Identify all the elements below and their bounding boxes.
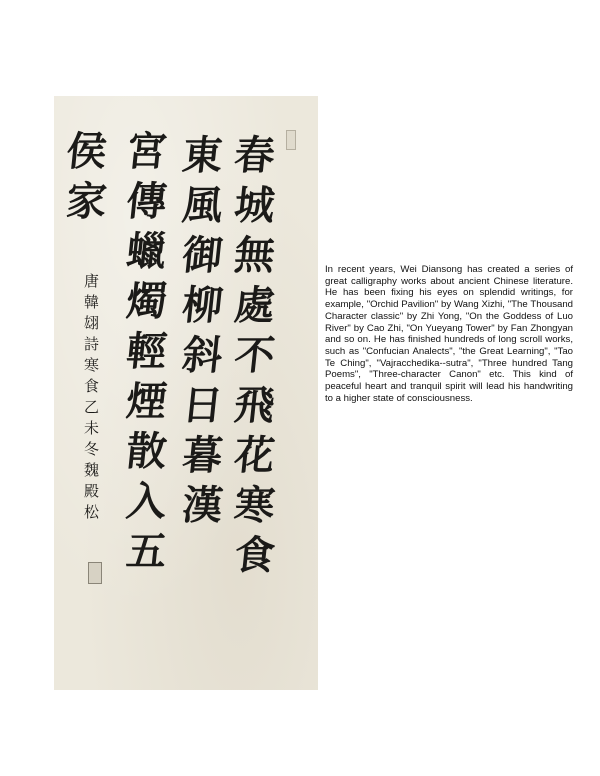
inscription-character: 食 — [84, 377, 100, 395]
calligraphy-character: 侯 — [64, 128, 110, 175]
inscription-character: 寒 — [84, 356, 100, 374]
calligraphy-character: 斜 — [180, 332, 226, 379]
calligraphy-character: 飛 — [232, 382, 278, 429]
calligraphy-character: 傳 — [124, 178, 170, 225]
calligraphy-character: 御 — [180, 232, 226, 279]
inscription-character: 冬 — [84, 440, 100, 458]
description-paragraph: In recent years, Wei Diansong has created a series of great calligraphy works about ancient Chinese literature. He has been fixing his eyes on splendid writings, for example, "Orchid Pavilion" by Wang Xizhi, "The Thousand Character classic" by Zhi Yong, "On the Goddess of Luo River" by Cao Zhi, "On Yueyang Tower" by Fan Zhongyan and so on. He has finished hundreds of long scroll works, such as "Confucian Analects", "the Great Learning", "Tao Te Ching", "Vajracchedika--sutra", "Three hundred Tang Poems", "Three-character Canon" etc. This kind of peaceful heart and tranquil spirit will lead his handwriting to a higher state of consciousness. — [325, 264, 573, 404]
calligraphy-column-2 — [180, 132, 226, 536]
calligraphy-column-1 — [232, 132, 278, 586]
calligraphy-character: 日 — [180, 382, 226, 429]
inscription-character: 翃 — [84, 314, 100, 332]
calligraphy-character: 輕 — [124, 328, 170, 375]
calligraphy-character: 處 — [232, 282, 278, 329]
calligraphy-character: 煙 — [124, 378, 170, 425]
calligraphy-character: 無 — [232, 232, 278, 279]
calligraphy-character: 家 — [64, 178, 110, 225]
seal-mark — [286, 130, 296, 150]
calligraphy-character: 漢 — [180, 482, 226, 529]
calligraphy-character: 暮 — [180, 432, 226, 479]
calligraphy-character: 燭 — [124, 278, 170, 325]
inscription-character: 乙 — [84, 398, 100, 416]
inscription-character: 韓 — [84, 293, 100, 311]
calligraphy-character: 食 — [232, 532, 278, 579]
calligraphy-character: 東 — [180, 132, 226, 179]
calligraphy-column-4 — [64, 128, 110, 232]
calligraphy-character: 風 — [180, 182, 226, 229]
inscription-character: 唐 — [84, 272, 100, 290]
calligraphy-character: 春 — [232, 132, 278, 179]
calligraphy-character: 柳 — [180, 282, 226, 329]
calligraphy-character: 城 — [232, 182, 278, 229]
calligraphy-character: 寒 — [232, 482, 278, 529]
inscription-character: 松 — [84, 503, 100, 521]
calligraphy-character: 蠟 — [124, 228, 170, 275]
inscription-character: 詩 — [84, 335, 100, 353]
calligraphy-character: 宮 — [124, 128, 170, 175]
calligraphy-character: 五 — [124, 528, 170, 575]
calligraphy-column-3 — [124, 128, 170, 582]
artist-seal — [88, 562, 102, 584]
calligraphy-character: 入 — [124, 478, 170, 525]
inscription-character: 未 — [84, 419, 100, 437]
calligraphy-character: 花 — [232, 432, 278, 479]
calligraphy-scroll — [54, 96, 318, 690]
inscription-character: 殿 — [84, 482, 100, 500]
calligraphy-character: 不 — [232, 332, 278, 379]
inscription-character: 魏 — [84, 461, 100, 479]
calligraphy-inscription — [84, 274, 99, 526]
calligraphy-character: 散 — [124, 428, 170, 475]
